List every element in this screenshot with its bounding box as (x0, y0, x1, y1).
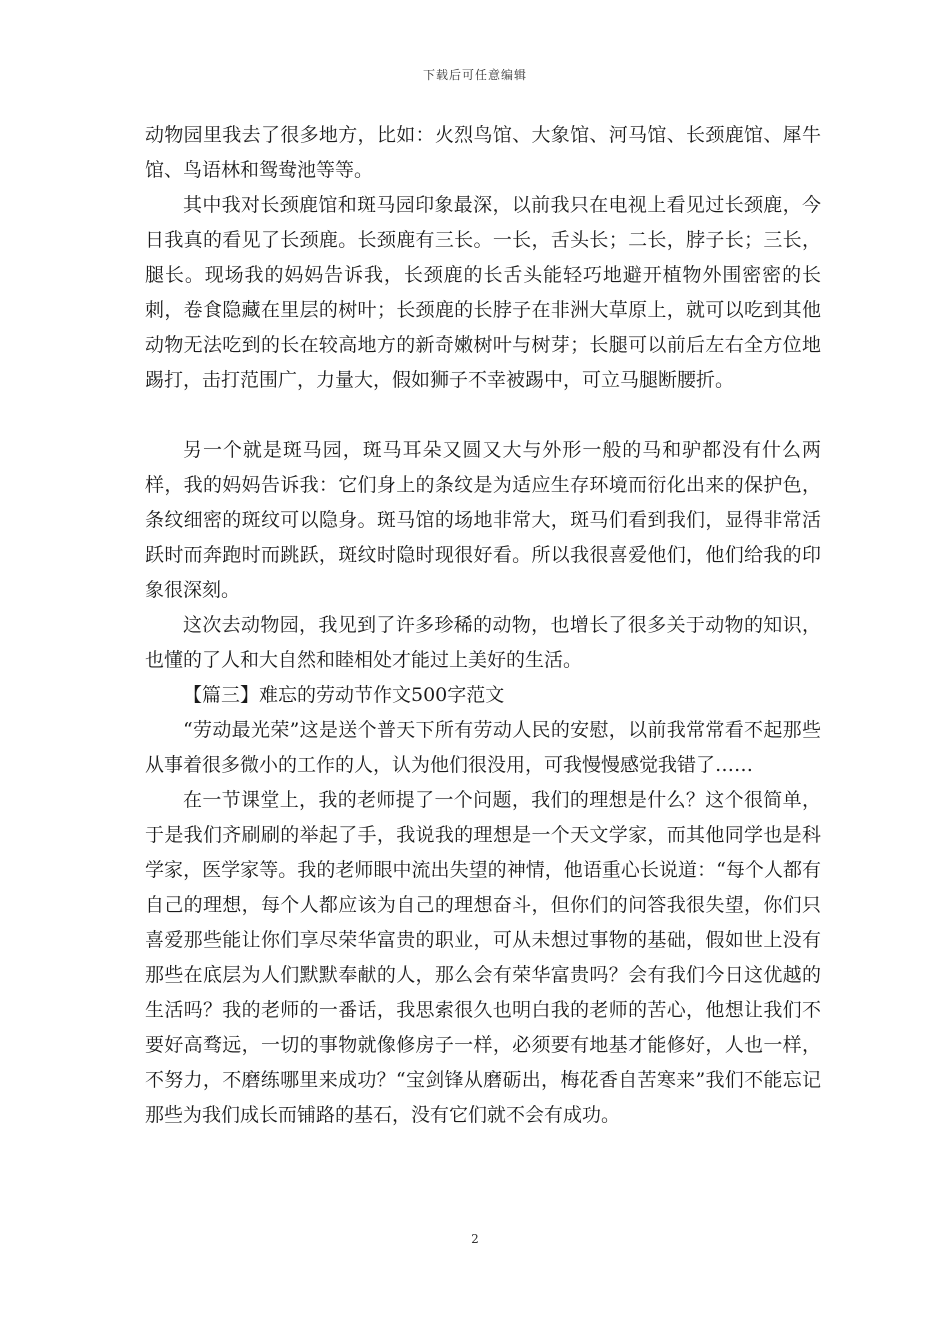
paragraph-zoo-summary: 这次去动物园，我见到了许多珍稀的动物，也增长了很多关于动物的知识，也懂的了人和大自然和睦相处才能过上美好的生活。 (145, 614, 821, 671)
paragraph-giraffe: 其中我对长颈鹿馆和斑马园印象最深，以前我只在电视上看见过长颈鹿，今日我真的看见了长颈鹿。长颈鹿有三长。一长，舌头长；二长，脖子长；三长，腿长。现场我的妈妈告诉我，长颈鹿的长舌头能轻巧地避开植物外围密密的长刺，卷食隐藏在里层的树叶；长颈鹿的长脖子在非洲大草原上，就可以吃到其他动物无法吃到的长在较高地方的新奇嫩树叶与树芽；长腿可以前后左右全方位地踢打，击打范围广，力量大，假如狮子不幸被踢中，可立马腿断腰折。 (145, 194, 821, 391)
page-header: 下载后可任意编辑 (422, 68, 527, 82)
paragraph-zebra: 另一个就是斑马园，斑马耳朵又圆又大与外形一般的马和驴都没有什么两样，我的妈妈告诉我：它们身上的条纹是为适应生存环境而衍化出来的保护色，条纹细密的斑纹可以隐身。斑马馆的场地非常大，斑马们看到我们，显得非常活跃时而奔跑时而跳跃，斑纹时隐时现很好看。所以我很喜爱他们，他们给我的印象很深刻。 (145, 439, 821, 601)
paragraph-classroom: 在一节课堂上，我的老师提了一个问题，我们的理想是什么？这个很简单，于是我们齐刷刷的举起了手，我说我的理想是一个天文学家，而其他同学也是科学家，医学家等。我的老师眼中流出失望的神情，他语重心长说道：“每个人都有自己的理想，每个人都应该为自己的理想奋斗，但你们的问答我很失望，你们只喜爱那些能让你们享尽荣华富贵的职业，可从未想过事物的基础，假如世上没有那些在底层为人们默默奉献的人，那么会有荣华富贵吗？会有我们今日这优越的生活吗？我的老师的一番话，我思索很久也明白我的老师的苦心，他想让我们不要好高骛远，一切的事物就像修房子一样，必须要有地基才能修好，人也一样，不努力，不磨练哪里来成功？“宝剑锋从磨砺出，梅花香自苦寒来”我们不能忘记那些为我们成长而铺路的基石，没有它们就不会有成功。 (145, 789, 821, 1126)
paragraph-labor-intro: “劳动最光荣”这是送个普天下所有劳动人民的安慰，以前我常常看不起那些从事着很多微小的工作的人，认为他们很没用，可我慢慢感觉我错了…… (145, 719, 821, 776)
paragraph-zoo-places: 动物园里我去了很多地方，比如：火烈鸟馆、大象馆、河马馆、长颈鹿馆、犀牛馆、鸟语林和鸳鸯池等等。 (145, 124, 821, 181)
section-heading: 【篇三】难忘的劳动节作文500字范文 (183, 684, 505, 706)
page-number: 2 (471, 1232, 479, 1246)
document-body (145, 118, 821, 1133)
